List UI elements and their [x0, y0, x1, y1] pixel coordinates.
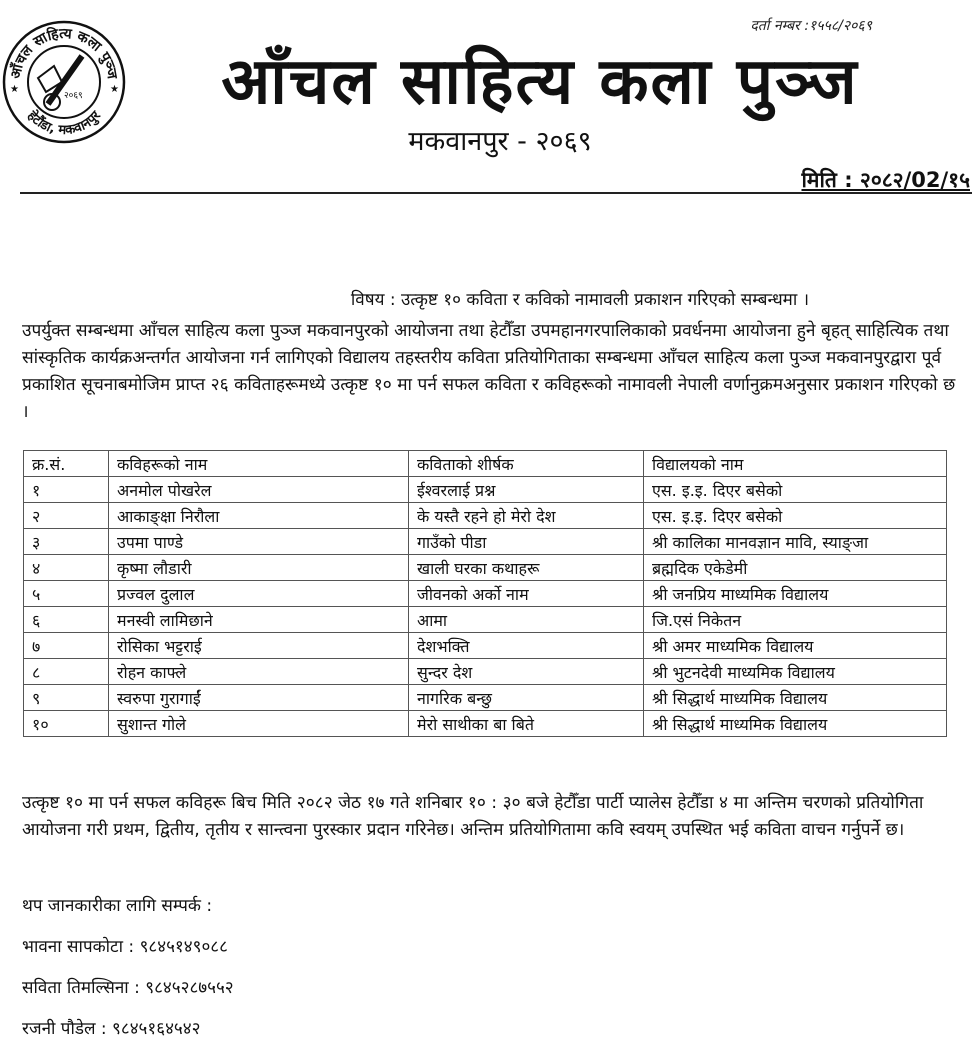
serial-cell: ९ — [24, 685, 109, 711]
poem-title-cell: जीवनको अर्को नाम — [409, 581, 644, 607]
header-school-name: विद्यालयको नाम — [644, 451, 947, 477]
poet-name-cell: उपमा पाण्डे — [109, 529, 409, 555]
star-right-icon: ★ — [110, 84, 119, 95]
table-row — [24, 581, 947, 607]
table-row — [24, 685, 947, 711]
school-name-cell: श्री सिद्धार्थ माध्यमिक विद्यालय — [644, 685, 947, 711]
poem-title-cell: आमा — [409, 607, 644, 633]
header-poet-name: कविहरूको नाम — [109, 451, 409, 477]
table-row — [24, 633, 947, 659]
poem-title-cell: खाली घरका कथाहरू — [409, 555, 644, 581]
serial-cell: २ — [24, 503, 109, 529]
final-paragraph: उत्कृष्ट १० मा पर्न सफल कविहरू बिच मिति २०८२ जेठ १७ गते शनिबार १० : ३० बजे हेटौँडा पार्टी प्यालेस हेटौँडा ४ मा अन्तिम चरणको प्रतियोगिता आयोजना गरी प्रथम, द्वितीय, तृतीय र सान्त्वना पुरस्कार प्रदान गरिनेछ। अन्तिम प्रतियोगितामा कवि स्वयम् उपस्थित भई कविता वाचन गर्नुपर्ने छ। — [22, 793, 924, 840]
subject-line: विषय : उत्कृष्ट १० कविता र कविको नामावली प्रकाशन गरिएको सम्बन्धमा । — [350, 290, 810, 310]
header-poem-title: कविताको शीर्षक — [409, 451, 644, 477]
seal-bottom-text: हेटौंडा, मकवानपुर — [24, 108, 104, 139]
serial-cell: ५ — [24, 581, 109, 607]
serial-cell: ४ — [24, 555, 109, 581]
poet-name-cell: स्वरुपा गुरागाईं — [109, 685, 409, 711]
results-table — [23, 450, 947, 737]
poem-title-cell: के यस्तै रहने हो मेरो देश — [409, 503, 644, 529]
seal-top-text: आँचल साहित्य कला पुञ्ज — [7, 25, 121, 81]
school-name-cell: श्री भुटनदेवी माध्यमिक विद्यालय — [644, 659, 947, 685]
table-row — [24, 555, 947, 581]
poet-name-cell: रोसिका भट्टराई — [109, 633, 409, 659]
poet-name-cell: रोहन काफ्ले — [109, 659, 409, 685]
serial-cell: १० — [24, 711, 109, 737]
school-name-cell: श्री जनप्रिय माध्यमिक विद्यालय — [644, 581, 947, 607]
table-row — [24, 503, 947, 529]
school-name-cell: श्री सिद्धार्थ माध्यमिक विद्यालय — [644, 711, 947, 737]
table-header-row — [24, 451, 947, 477]
poet-name-cell: अनमोल पोखरेल — [109, 477, 409, 503]
poet-name-cell: सुशान्त गोले — [109, 711, 409, 737]
poet-name-cell: आकाङ्क्षा निरौला — [109, 503, 409, 529]
poet-name-cell: प्रज्वल दुलाल — [109, 581, 409, 607]
serial-cell: ८ — [24, 659, 109, 685]
star-left-icon: ★ — [10, 84, 19, 95]
table-row — [24, 529, 947, 555]
header-serial: क्र.सं. — [24, 451, 109, 477]
contact-item: रजनी पौडेल : ९८४५१६४५४२ — [22, 1019, 201, 1039]
table-row — [24, 711, 947, 737]
contact-heading: थप जानकारीका लागि सम्पर्क : — [22, 896, 213, 916]
serial-cell: ६ — [24, 607, 109, 633]
poem-title-cell: सुन्दर देश — [409, 659, 644, 685]
document-date: मिति : २०८२/02/१५ — [801, 168, 970, 192]
intro-paragraph: उपर्युक्त सम्बन्धमा आँचल साहित्य कला पुञ्ज मकवानपुरको आयोजना तथा हेटौँडा उपमहानगरपालिकाको प्रवर्धनमा आयोजना हुने बृहत् साहित्यिक तथा सांस्कृतिक कार्यक्रअन्तर्गत आयोजना गर्न लागिएको विद्यालय तहस्तरीय कविता प्रतियोगिताका सम्बन्धमा आँचल साहित्य कला पुञ्ज मकवानपुरद्वारा पूर्व प्रकाशित सूचनाबमोजिम प्राप्त २६ कविताहरूमध्ये उत्कृष्ट १० मा पर्न सफल कविता र कविहरूको नामावली नेपाली वर्णानुक्रमअनुसार प्रकाशन गरिएको छ । — [22, 321, 956, 422]
poem-title-cell: नागरिक बन्छु — [409, 685, 644, 711]
school-name-cell: ब्रह्मदिक एकेडेमी — [644, 555, 947, 581]
poem-title-cell: मेरो साथीका बा बिते — [409, 711, 644, 737]
registration-number: दर्ता नम्बर :१५५८/२०६९ — [750, 18, 872, 34]
organization-title: आँचल साहित्य कला पुञ्ज — [221, 45, 859, 119]
poem-title-cell: ईश्वरलाई प्रश्न — [409, 477, 644, 503]
poet-name-cell: कृष्मा लौडारी — [109, 555, 409, 581]
table-row — [24, 659, 947, 685]
table-row — [24, 477, 947, 503]
school-name-cell: एस. इ.इ. दिएर बसेको — [644, 477, 947, 503]
contact-item: सविता तिमल्सिना : ९८४५२८७५५२ — [22, 978, 234, 998]
serial-cell: ३ — [24, 529, 109, 555]
school-name-cell: जि.एसं निकेतन — [644, 607, 947, 633]
poem-title-cell: गाउँको पीडा — [409, 529, 644, 555]
serial-cell: १ — [24, 477, 109, 503]
school-name-cell: श्री कालिका मानवज्ञान मावि, स्याङ्जा — [644, 529, 947, 555]
poet-name-cell: मनस्वी लामिछाने — [109, 607, 409, 633]
school-name-cell: श्री अमर माध्यमिक विद्यालय — [644, 633, 947, 659]
table-row — [24, 607, 947, 633]
header-divider — [20, 192, 972, 194]
school-name-cell: एस. इ.इ. दिएर बसेको — [644, 503, 947, 529]
location-year: मकवानपुर - २०६९ — [408, 126, 592, 157]
serial-cell: ७ — [24, 633, 109, 659]
seal-year: २०६९ — [64, 91, 83, 101]
contact-item: भावना सापकोटा : ९८४५१४९०८८ — [22, 937, 228, 957]
poem-title-cell: देशभक्ति — [409, 633, 644, 659]
